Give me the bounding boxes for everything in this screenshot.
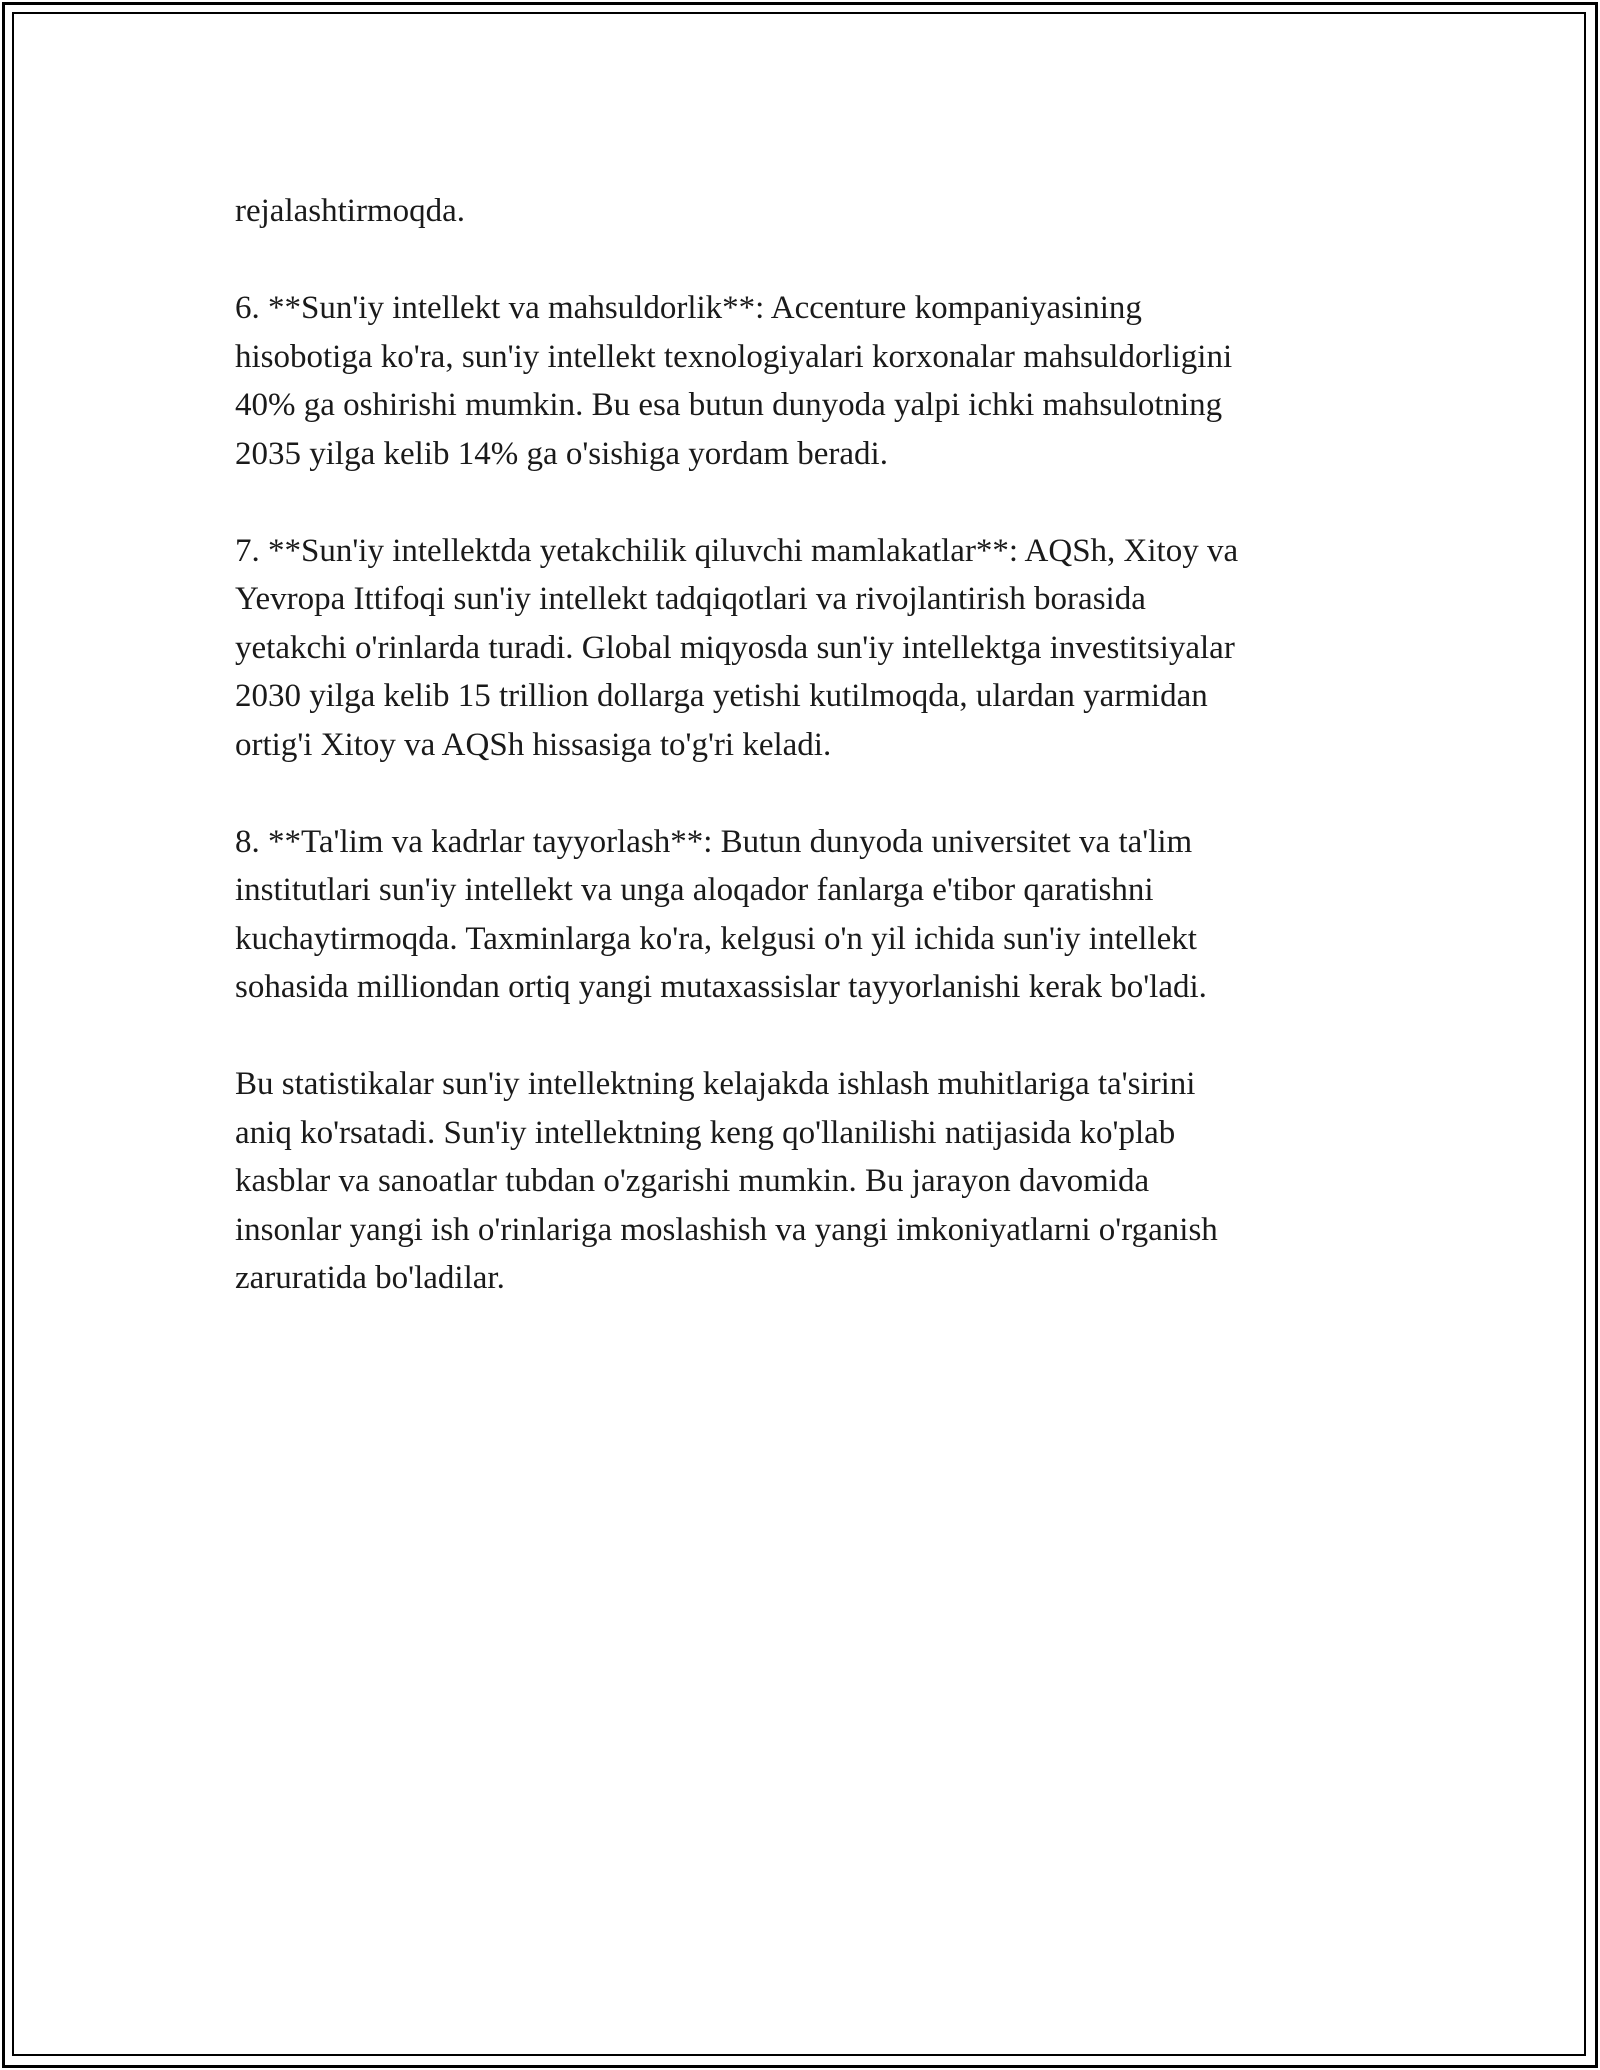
paragraph-continuation: rejalashtirmoqda. (235, 193, 466, 229)
paragraph-item-6: 6. **Sun'iy intellekt va mahsuldorlik**: Accenture kompaniyasining hisobotiga ko'ra, sun'iy intellekt texnologiyalari korxonalar mahsuldorligini 40% ga oshirishi mumkin. Bu esa butun dunyoda yalpi ichki mahsulotning 2035 yilga kelib 14% ga o'sishiga yordam beradi. (235, 290, 1233, 472)
document-body (235, 187, 1375, 1351)
paragraph-conclusion: Bu statistikalar sun'iy intellektning kelajakda ishlash muhitlariga ta'sirini aniq ko'rsatadi. Sun'iy intellektning keng qo'llanilishi natijasida ko'plab kasblar va sanoatlar tubdan o'zgarishi mumkin. Bu jarayon davomida insonlar yangi ish o'rinlariga moslashish va yangi imkoniyatlarni o'rganish zaruratida bo'ladilar. (235, 1066, 1218, 1296)
paragraph-item-8: 8. **Ta'lim va kadrlar tayyorlash**: Butun dunyoda universitet va ta'lim institutlari sun'iy intellekt va unga aloqador fanlarga e'tibor qaratishni kuchaytirmoqda. Taxminlarga ko'ra, kelgusi o'n yil ichida sun'iy intellekt sohasida milliondan ortiq yangi mutaxassislar tayyorlanishi kerak bo'ladi. (235, 823, 1207, 1005)
paragraph-item-7: 7. **Sun'iy intellektda yetakchilik qiluvchi mamlakatlar**: AQSh, Xitoy va Yevropa Ittifoqi sun'iy intellekt tadqiqotlari va rivojlantirish borasida yetakchi o'rinlarda turadi. Global miqyosda sun'iy intellektga investitsiyalar 2030 yilga kelib 15 trillion dollarga yetishi kutilmoqda, ulardan yarmidan ortig'i Xitoy va AQSh hissasiga to'g'ri keladi. (235, 532, 1239, 763)
